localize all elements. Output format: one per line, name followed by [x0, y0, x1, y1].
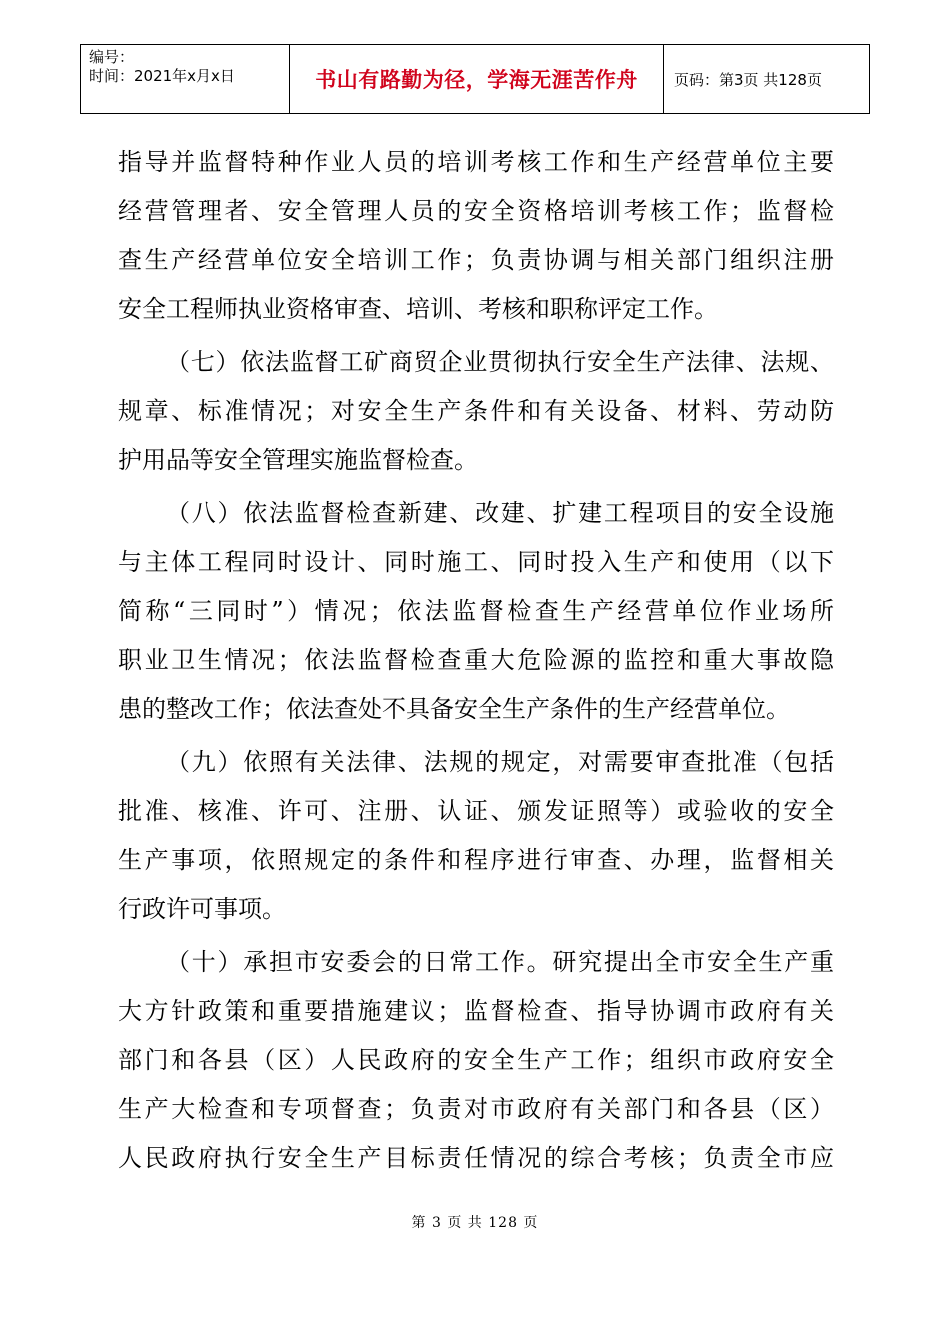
text-line: （八）依法监督检查新建、改建、扩建工程项目的安全设施	[166, 499, 834, 527]
header-page-cell	[664, 45, 870, 114]
text-line: 指导并监督特种作业人员的培训考核工作和生产经营单位主要	[118, 148, 834, 176]
date-label: 时间：2021年x月x日	[89, 67, 235, 85]
text-line: 生产事项，依照规定的条件和程序进行审查、办理，监督相关	[118, 846, 834, 874]
text-line: 经营管理者、安全管理人员的安全资格培训考核工作；监督检	[118, 197, 834, 225]
paragraph	[118, 938, 834, 1183]
text-line: 生产大检查和专项督查；负责对市政府有关部门和各县（区）	[118, 1095, 834, 1123]
text-line: 人民政府执行安全生产目标责任情况的综合考核；负责全市应	[118, 1144, 834, 1172]
paragraph	[118, 138, 834, 334]
page-header	[80, 44, 870, 114]
text-line: 职业卫生情况；依法监督检查重大危险源的监控和重大事故隐	[118, 646, 834, 674]
text-line: （七）依法监督工矿商贸企业贯彻执行安全生产法律、法规、	[166, 348, 834, 376]
text-line: 批准、核准、许可、注册、认证、颁发证照等）或验收的安全	[118, 797, 834, 825]
text-line: 与主体工程同时设计、同时施工、同时投入生产和使用（以下	[118, 548, 834, 576]
paragraph	[118, 489, 834, 734]
text-line: 规章、标准情况；对安全生产条件和有关设备、材料、劳动防	[118, 397, 834, 425]
text-line: 简称“三同时”）情况；依法监督检查生产经营单位作业场所	[118, 597, 834, 625]
body-text	[118, 138, 834, 1183]
text-line: 安全工程师执业资格审查、培训、考核和职称评定工作。	[118, 295, 718, 323]
paragraph	[118, 738, 834, 934]
text-line: （九）依照有关法律、法规的规定，对需要审查批准（包括	[166, 748, 834, 776]
motto-text: 书山有路勤为径，学海无涯苦作舟	[315, 68, 638, 92]
page-footer: 第 3 页 共 128 页	[411, 1215, 539, 1231]
text-line: 大方针政策和重要措施建议；监督检查、指导协调市政府有关	[118, 997, 834, 1025]
text-line: （十）承担市安委会的日常工作。研究提出全市安全生产重	[166, 948, 834, 976]
header-meta-cell	[81, 45, 290, 114]
page-info-label: 页码：第3页 共128页	[674, 70, 822, 89]
text-line: 患的整改工作；依法查处不具备安全生产条件的生产经营单位。	[118, 695, 790, 723]
text-line: 护用品等安全管理实施监督检查。	[118, 446, 478, 474]
header-motto-cell	[290, 45, 664, 114]
text-line: 部门和各县（区）人民政府的安全生产工作；组织市政府安全	[118, 1046, 834, 1074]
text-line: 行政许可事项。	[118, 895, 286, 923]
text-line: 查生产经营单位安全培训工作；负责协调与相关部门组织注册	[118, 246, 834, 274]
serial-number-label: 编号：	[89, 48, 135, 66]
paragraph	[118, 338, 834, 485]
